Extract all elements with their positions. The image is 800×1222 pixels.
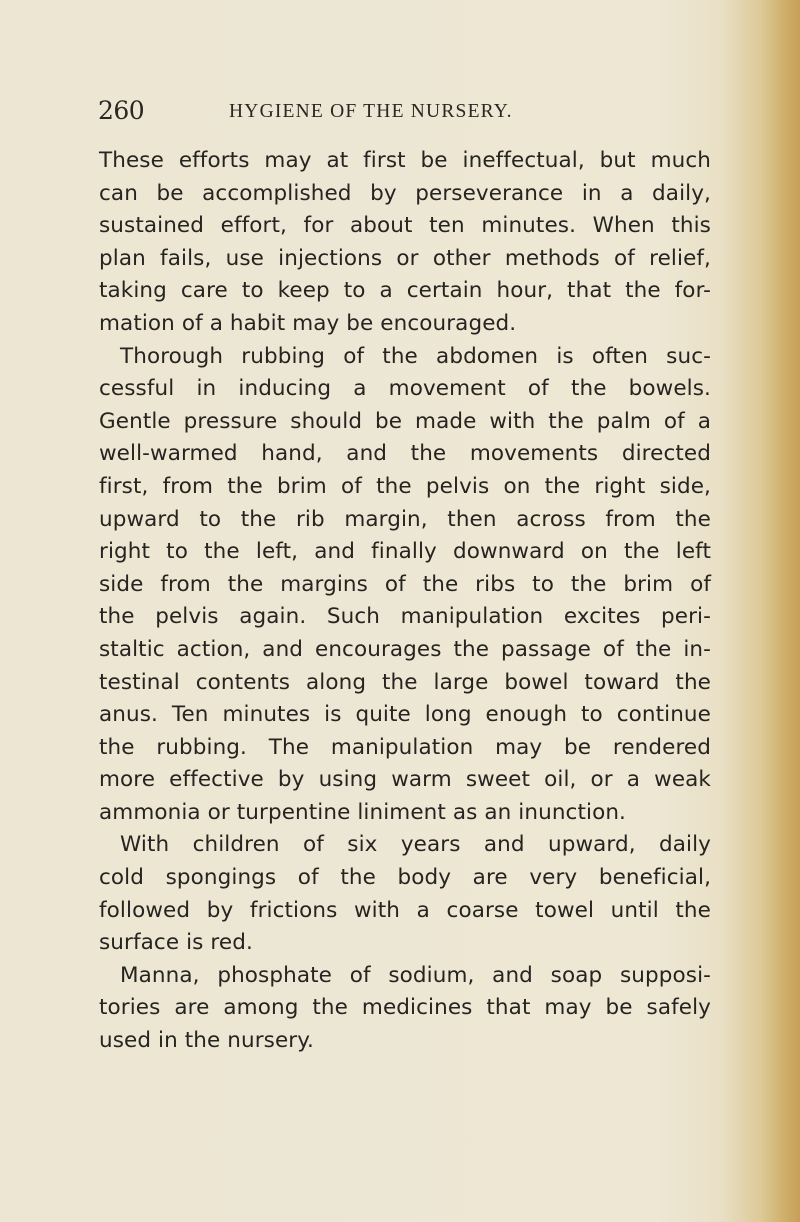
text-line: followed by frictions with a coarse towel until the [99, 897, 711, 923]
text-line: side from the margins of the ribs to the brim of [99, 571, 711, 597]
text-line: sustained effort, for about ten minutes. When this [99, 213, 711, 239]
text-line: upward to the rib margin, then across from the [99, 506, 711, 532]
paragraph [99, 829, 711, 959]
text-line: right to the left, and finally downward on the left [99, 539, 711, 565]
page-header [98, 96, 698, 126]
text-line: first, from the brim of the pelvis on the right side, [99, 473, 711, 499]
text-line: These efforts may at first be ineffectual, but much [99, 148, 711, 173]
text-line: Manna, phosphate of sodium, and soap supposi- [120, 962, 711, 988]
text-line: taking care to keep to a certain hour, that the for- [99, 278, 711, 304]
running-head: HYGIENE OF THE NURSERY. [229, 101, 513, 122]
text-line: staltic action, and encourages the passage of the in- [99, 636, 711, 662]
paragraph [99, 960, 711, 1058]
text-line: testinal contents along the large bowel toward the [99, 669, 711, 695]
text-line: With children of six years and upward, daily [120, 832, 711, 858]
paragraph [99, 341, 711, 830]
text-line: more effective by using warm sweet oil, or a weak [99, 767, 711, 793]
text-line: the pelvis again. Such manipulation excites peri- [99, 604, 711, 630]
text-line: ammonia or turpentine liniment as an inunction. [99, 799, 626, 825]
body-text [99, 145, 711, 1058]
text-line: well-warmed hand, and the movements directed [99, 441, 711, 467]
text-line: used in the nursery. [99, 1028, 314, 1054]
text-line: plan fails, use injections or other methods of relief, [99, 245, 711, 271]
text-line: surface is red. [99, 930, 253, 956]
text-line: mation of a habit may be encouraged. [99, 310, 517, 336]
text-line: cold spongings of the body are very beneficial, [99, 865, 711, 891]
text-line: anus. Ten minutes is quite long enough to continue [99, 702, 711, 728]
text-line: can be accomplished by perseverance in a daily, [99, 180, 711, 206]
paragraph [99, 145, 711, 341]
text-line: cessful in inducing a movement of the bowels. [99, 376, 711, 402]
text-line: Gentle pressure should be made with the palm of a [99, 408, 711, 434]
text-line: Thorough rubbing of the abdomen is often suc- [120, 343, 711, 369]
text-line: the rubbing. The manipulation may be rendered [99, 734, 711, 760]
text-line: tories are among the medicines that may be safely [99, 995, 711, 1021]
page-number: 260 [98, 96, 145, 125]
